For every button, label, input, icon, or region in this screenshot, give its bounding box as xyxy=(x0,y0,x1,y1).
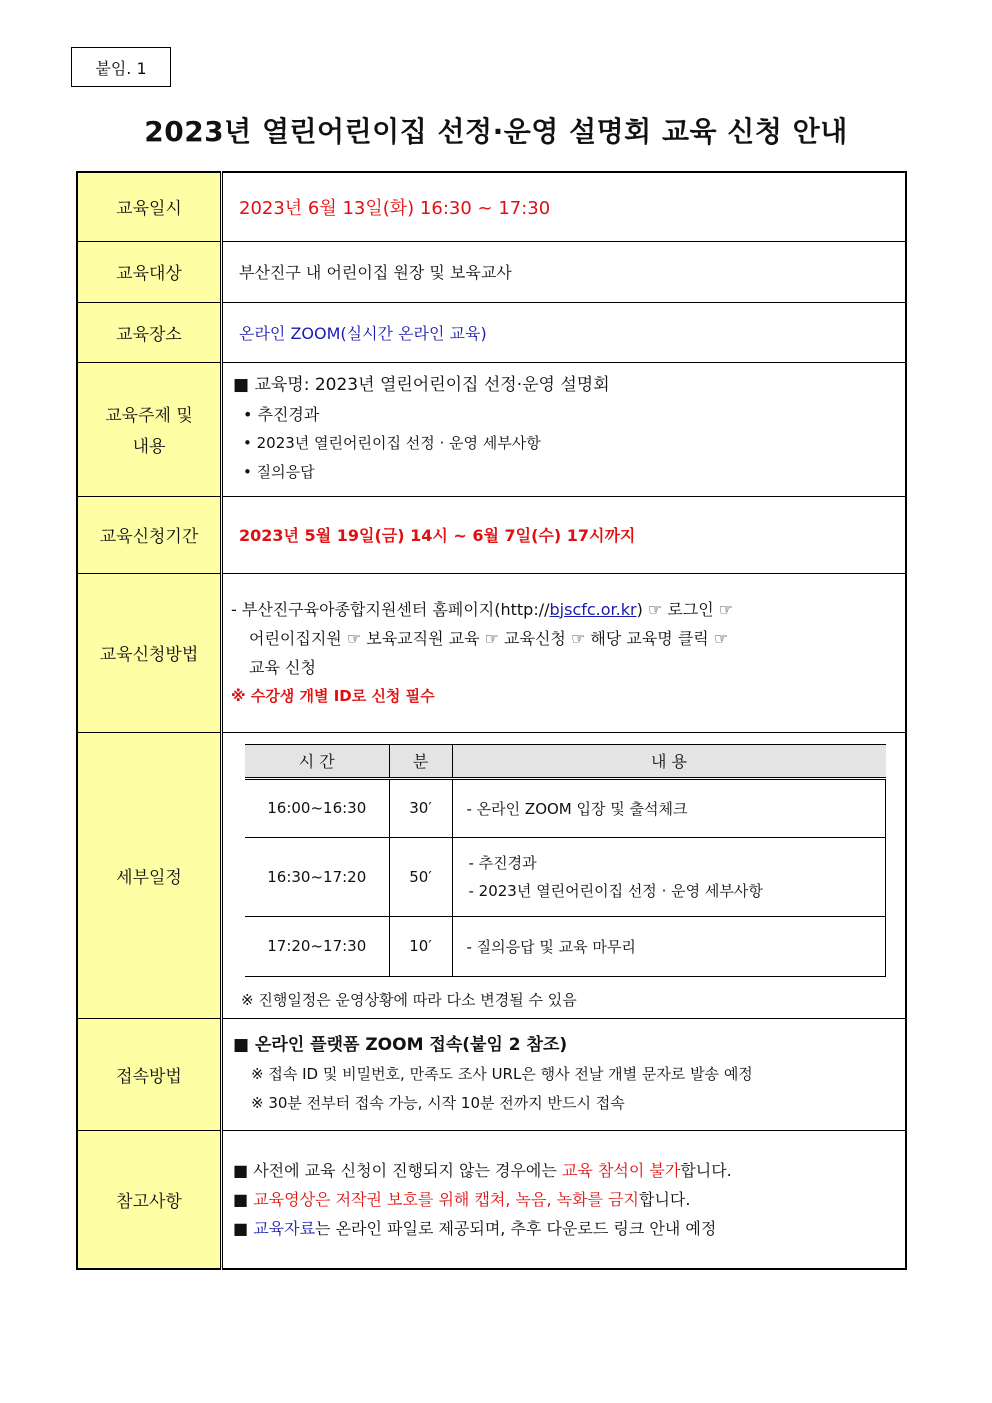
row-method xyxy=(77,573,906,732)
value-target xyxy=(222,241,907,302)
row-topic xyxy=(77,362,906,496)
schedule-header-content: 내 용 xyxy=(452,744,886,778)
schedule-row xyxy=(245,916,886,976)
attachment-label: 붙임. 1 xyxy=(71,47,171,87)
schedule-row xyxy=(245,837,886,916)
schedule-time: 17:20~17:30 xyxy=(245,916,389,976)
label-period: 교육신청기간 xyxy=(77,496,222,573)
reference-line-3-b: 는 온라인 파일로 제공되며, 추후 다운로드 링크 안내 예정 xyxy=(315,1218,717,1238)
info-table xyxy=(76,171,907,1270)
label-access: 접속방법 xyxy=(77,1018,222,1130)
schedule-table xyxy=(245,744,886,977)
label-method: 교육신청방법 xyxy=(77,573,222,732)
reference-line-2-red: 교육영상은 저작권 보호를 위해 캡쳐, 녹음, 녹화를 금지 xyxy=(253,1189,640,1209)
value-schedule xyxy=(222,732,907,1018)
schedule-minutes: 50′ xyxy=(389,837,452,916)
schedule-header-time: 시 간 xyxy=(245,744,389,778)
label-schedule: 세부일정 xyxy=(77,732,222,1018)
schedule-desc xyxy=(452,916,886,976)
value-topic xyxy=(222,362,907,496)
schedule-minutes: 10′ xyxy=(389,916,452,976)
row-access xyxy=(77,1018,906,1130)
row-period xyxy=(77,496,906,573)
method-line-1 xyxy=(231,595,905,624)
label-reference: 참고사항 xyxy=(77,1130,222,1269)
row-target xyxy=(77,241,906,302)
row-reference xyxy=(77,1130,906,1269)
label-topic xyxy=(77,362,222,496)
date-text: 2023년 6월 13일(화) 16:30 ~ 17:30 xyxy=(239,197,551,219)
method-line-1-prefix: - 부산진구육아종합지원센터 홈페이지(http:// xyxy=(231,599,550,619)
label-topic-line2: 내용 xyxy=(132,437,166,457)
schedule-desc xyxy=(452,837,886,916)
reference-line-3-blue: 교육자료 xyxy=(253,1218,316,1238)
topic-item-3: • 질의응답 xyxy=(243,463,315,481)
row-date xyxy=(77,172,906,241)
access-note-1: ※ 접속 ID 및 비밀번호, 만족도 조사 URL은 행사 전날 개별 문자로 발송 예정 xyxy=(251,1064,753,1083)
schedule-desc xyxy=(452,778,886,837)
method-line-2: 어린이집지원 ☞ 보육교직원 교육 ☞ 교육신청 ☞ 해당 교육명 클릭 ☞ xyxy=(249,628,729,648)
reference-line-3 xyxy=(233,1214,905,1243)
reference-line-1-a: ■ 사전에 교육 신청이 진행되지 않는 경우에는 xyxy=(233,1160,562,1180)
schedule-desc-line: - 질의응답 및 교육 마무리 xyxy=(466,937,636,956)
schedule-desc-line: - 2023년 열린어린이집 선정 · 운영 세부사항 xyxy=(468,881,763,900)
period-text: 2023년 5월 19일(금) 14시 ~ 6월 7일(수) 17시까지 xyxy=(239,526,636,545)
reference-line-2 xyxy=(233,1185,905,1214)
value-access xyxy=(222,1018,907,1130)
value-place xyxy=(222,302,907,362)
value-reference xyxy=(222,1130,907,1269)
schedule-desc-line: - 온라인 ZOOM 입장 및 출석체크 xyxy=(466,799,688,818)
value-period xyxy=(222,496,907,573)
schedule-note: ※ 진행일정은 운영상황에 따라 다소 변경될 수 있음 xyxy=(241,990,577,1009)
method-note: ※ 수강생 개별 ID로 신청 필수 xyxy=(231,686,435,705)
reference-line-3-a: ■ xyxy=(233,1218,254,1238)
reference-line-1-b: 합니다. xyxy=(680,1160,732,1180)
access-heading: ■ 온라인 플랫폼 ZOOM 접속(붙임 2 참조) xyxy=(233,1034,568,1055)
place-text: 온라인 ZOOM(실시간 온라인 교육) xyxy=(239,323,487,343)
value-date xyxy=(222,172,907,241)
reference-line-2-a: ■ xyxy=(233,1189,254,1209)
label-topic-line1: 교육주제 및 xyxy=(105,406,193,426)
topic-item-1: • 추진경과 xyxy=(243,405,320,424)
method-line-3: 교육 신청 xyxy=(249,657,316,677)
homepage-link[interactable]: bjscfc.or.kr xyxy=(549,599,637,619)
row-place xyxy=(77,302,906,362)
schedule-header-row xyxy=(245,744,886,778)
schedule-minutes: 30′ xyxy=(389,778,452,837)
label-target: 교육대상 xyxy=(77,241,222,302)
reference-line-2-b: 합니다. xyxy=(639,1189,691,1209)
label-place: 교육장소 xyxy=(77,302,222,362)
value-method xyxy=(222,573,907,732)
schedule-desc-line: - 추진경과 xyxy=(468,853,537,872)
target-text: 부산진구 내 어린이집 원장 및 보육교사 xyxy=(239,263,512,282)
reference-line-1 xyxy=(233,1156,905,1185)
schedule-header-minutes: 분 xyxy=(389,744,452,778)
schedule-time: 16:00~16:30 xyxy=(245,778,389,837)
label-date: 교육일시 xyxy=(77,172,222,241)
schedule-row xyxy=(245,778,886,837)
topic-item-2: • 2023년 열린어린이집 선정 · 운영 세부사항 xyxy=(243,434,541,452)
method-line-1-suffix: ) ☞ 로그인 ☞ xyxy=(636,599,734,619)
topic-heading: ■ 교육명: 2023년 열린어린이집 선정·운영 설명회 xyxy=(233,375,610,395)
reference-line-1-red: 교육 참석이 불가 xyxy=(561,1160,681,1180)
row-schedule xyxy=(77,732,906,1018)
access-note-2: ※ 30분 전부터 접속 가능, 시작 10분 전까지 반드시 접속 xyxy=(251,1093,625,1112)
schedule-time: 16:30~17:20 xyxy=(245,837,389,916)
document-title: 2023년 열린어린이집 선정·운영 설명회 교육 신청 안내 xyxy=(144,115,848,148)
